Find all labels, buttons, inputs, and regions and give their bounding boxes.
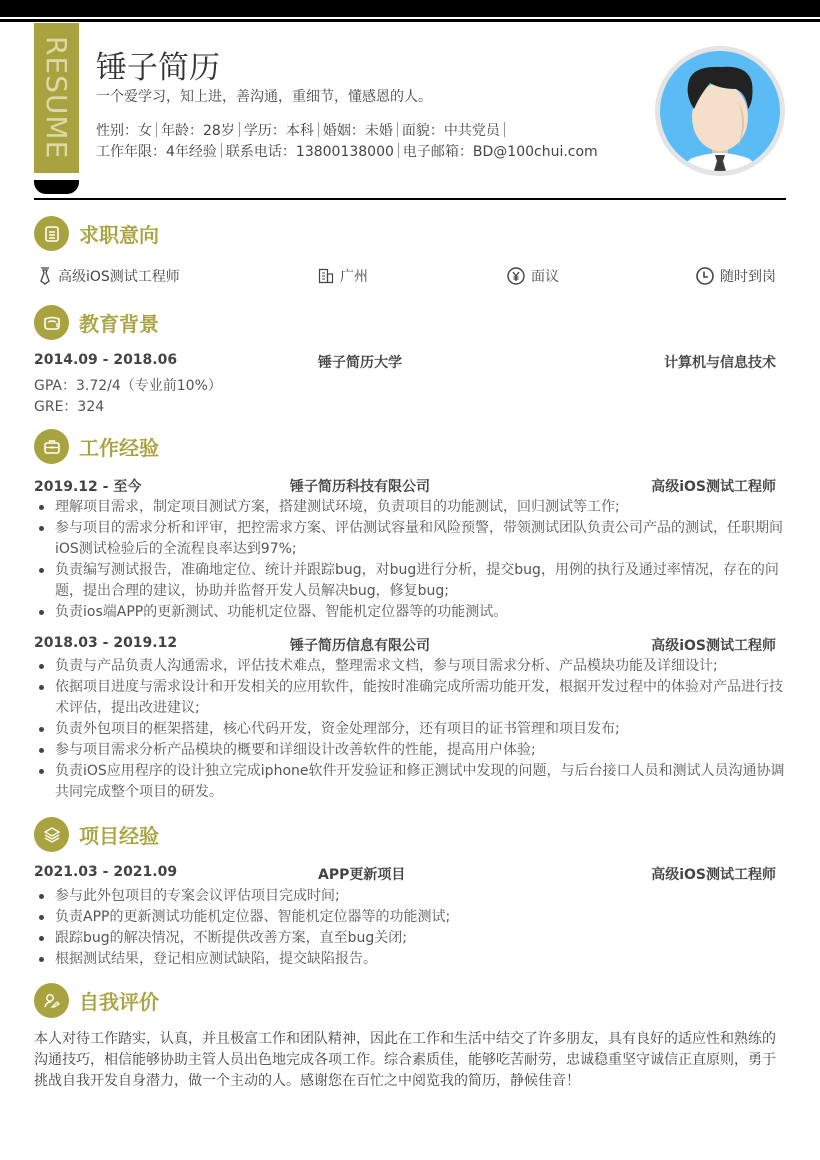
resume-tag	[34, 23, 79, 173]
list-item: 负责与产品负责人沟通需求，评估技术难点，整理需求文档，参与项目需求分析、产品模块功能及详细设计;	[34, 656, 786, 677]
job-role: 高级iOS测试工程师	[651, 638, 776, 654]
info-phone[interactable]: 联系电话：13800138000	[225, 144, 394, 160]
info-email[interactable]: 电子邮箱：BD@100chui.com	[402, 144, 598, 160]
avatar-person-icon	[660, 51, 780, 171]
section-title: 求职意向	[79, 223, 159, 247]
job-company: 锤子简历科技有限公司	[290, 479, 430, 495]
education-gpa: GPA：3.72/4（专业前10%）	[34, 378, 222, 394]
project-bullets	[34, 886, 786, 970]
section-work-header	[34, 429, 159, 464]
clock-icon	[696, 267, 714, 285]
intent-salary-text: 面议	[531, 269, 559, 285]
motto: 一个爱学习，知上进，善沟通，重细节，懂感恩的人。	[96, 89, 432, 105]
list-item: 参与此外包项目的专案会议评估项目完成时间;	[34, 886, 786, 907]
job-period: 2018.03 - 2019.12	[34, 635, 178, 651]
resume-tag-text: RESUME	[40, 36, 73, 160]
intent-salary	[507, 266, 559, 286]
job-row	[34, 476, 776, 496]
info-gender: 性别：女	[96, 123, 152, 139]
info-age: 年龄：28岁	[161, 123, 235, 139]
job-bullets	[34, 497, 786, 623]
list-item: 负责外包项目的框架搭建，核心代码开发，资金处理部分，还有项目的证书管理和项目发布;	[34, 719, 786, 740]
info-political: 面貌：中共党员	[401, 123, 500, 139]
job-company: 锤子简历信息有限公司	[290, 638, 430, 654]
job-row	[34, 635, 776, 655]
education-school: 锤子简历大学	[318, 355, 402, 371]
project-role: 高级iOS测试工程师	[651, 867, 776, 883]
job-role: 高级iOS测试工程师	[651, 479, 776, 495]
section-project-header	[34, 817, 159, 852]
info-marital: 婚姻：未婚	[322, 123, 393, 139]
divider	[318, 122, 319, 137]
avatar	[655, 46, 785, 176]
education-row	[34, 352, 776, 372]
user-edit-icon	[34, 983, 69, 1018]
intent-availability	[696, 266, 776, 286]
top-bar	[0, 0, 820, 17]
resume-tag-cap	[34, 180, 79, 194]
list-item: 参与项目的需求分析和评审，把控需求方案、评估测试容量和风险预警，带领测试团队负责公司产品的测试，任职期间iOS测试检验后的全流程良率达到97%;	[34, 518, 786, 560]
section-education-header	[34, 305, 159, 340]
section-self-eval-header	[34, 983, 159, 1018]
education-major: 计算机与信息技术	[664, 355, 776, 371]
project-period: 2021.03 - 2021.09	[34, 864, 178, 880]
list-item: 跟踪bug的解决情况，不断提供改善方案，直至bug关闭;	[34, 928, 786, 949]
clipboard-icon	[34, 216, 69, 251]
layers-icon	[34, 817, 69, 852]
header-divider	[34, 198, 786, 200]
info-education: 学历：本科	[243, 123, 314, 139]
list-item: 根据测试结果，登记相应测试缺陷，提交缺陷报告。	[34, 949, 786, 970]
list-item: 负责ios端APP的更新测试、功能机定位器、智能机定位器等的功能测试。	[34, 602, 786, 623]
divider	[398, 143, 399, 158]
project-name: APP更新项目	[318, 867, 406, 883]
intent-city-text: 广州	[340, 269, 368, 285]
section-title: 项目经验	[79, 824, 159, 848]
intent-availability-text: 随时到岗	[720, 269, 776, 285]
section-title: 教育背景	[79, 312, 159, 336]
info-line-1	[96, 120, 509, 140]
section-title: 自我评价	[79, 990, 159, 1014]
self-eval-text: 本人对待工作踏实，认真，并且极富工作和团队精神，因此在工作和生活中结交了许多朋友，具有良好的适应性和熟练的沟通技巧，相信能够协助主管人员出色地完成各项工作。综合素质佳，能够吃苦耐劳，忠诚稳重坚守诚信正直原则，勇于挑战自我开发自身潜力，做一个主动的人。感谢您在百忙之中阅览我的简历，静候佳音！	[34, 1031, 776, 1089]
list-item: 参与项目需求分析产品模块的概要和详细设计改善软件的性能，提高用户体验;	[34, 740, 786, 761]
top-rule	[0, 19, 820, 22]
list-item: 负责iOS应用程序的设计独立完成iphone软件开发验证和修正测试中发现的问题，与后台接口人员和测试人员沟通协调共同完成整个项目的研发。	[34, 761, 786, 803]
divider	[397, 122, 398, 137]
list-item: 负责编写测试报告，准确地定位、统计并跟踪bug，对bug进行分析，提交bug，用例的执行及通过率情况，存在的问题，提出合理的建议，协助并监督开发人员解决bug，修复bug;	[34, 560, 786, 602]
info-experience: 工作年限：4年经验	[96, 144, 217, 160]
project-row	[34, 864, 776, 884]
section-intent-header	[34, 216, 159, 251]
divider	[504, 122, 505, 137]
building-icon	[318, 268, 334, 284]
info-line-2	[96, 141, 598, 161]
list-item: 负责APP的更新测试功能机定位器、智能机定位器等的功能测试;	[34, 907, 786, 928]
intent-position	[38, 266, 180, 286]
yen-icon	[507, 267, 525, 285]
tie-icon	[38, 267, 52, 285]
list-item: 依据项目进度与需求设计和开发相关的应用软件，能按时准确完成所需功能开发，根据开发过程中的体验对产品进行技术评估，提出改进建议;	[34, 677, 786, 719]
intent-city	[318, 266, 368, 286]
divider	[239, 122, 240, 137]
divider	[156, 122, 157, 137]
intent-row	[34, 266, 786, 286]
education-gre: GRE：324	[34, 399, 105, 415]
candidate-name: 锤子简历	[96, 50, 220, 86]
job-bullets	[34, 656, 786, 803]
briefcase-icon	[34, 429, 69, 464]
intent-position-text: 高级iOS测试工程师	[58, 269, 180, 285]
list-item: 理解项目需求，制定项目测试方案，搭建测试环境，负责项目的功能测试，回归测试等工作;	[34, 497, 786, 518]
job-period: 2019.12 - 至今	[34, 479, 142, 495]
graduation-cap-icon	[34, 305, 69, 340]
divider	[221, 143, 222, 158]
section-title: 工作经验	[79, 436, 159, 460]
education-period: 2014.09 - 2018.06	[34, 352, 178, 368]
